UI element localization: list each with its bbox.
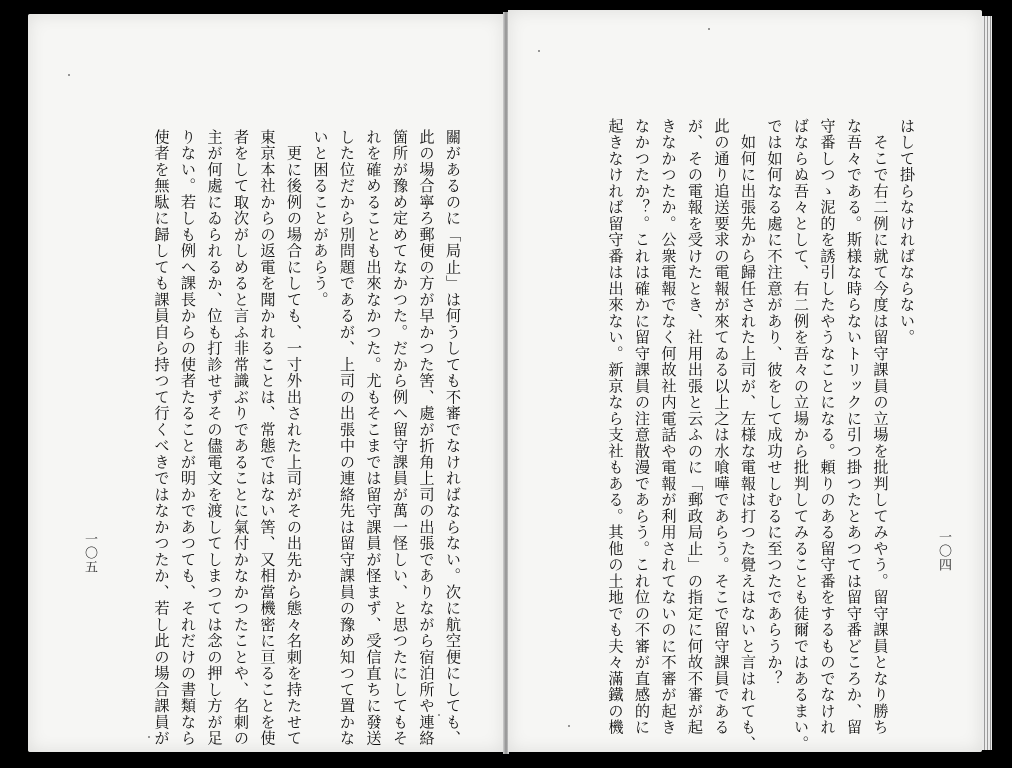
text-column: が、その電報を受けたとき、社用出張と云ふのに「郵政局止」の指定に何故不審が起 xyxy=(686,118,704,736)
text-column: ばならぬ吾々として、右二例を吾々の立場から批判してみることも徒爾ではあるまい。 xyxy=(792,118,810,752)
text-column: りない。若しも例へ課長からの使者たることが明かであつても、それだけの書類なら xyxy=(179,129,197,747)
text-column: 主が何處にゐられるか、位も打診せずその儘電文を渡してしまつては念の押し方が足 xyxy=(205,129,224,747)
text-column: 者をして取次がしめると言ふ非常識ぶりであることに氣付かなかつたことや、名刺の xyxy=(232,129,250,747)
text-column: れを確めることも出來なかつた。尤もそこまでは留守課員が怪まず、受信直ちに發送 xyxy=(364,129,383,747)
text-column: なかつたか？。これは確かに留守課員の注意散漫であらう。これ位の不審が直感的に xyxy=(633,118,651,736)
right-page xyxy=(508,10,982,752)
page-number-left: 一〇五 xyxy=(82,532,97,574)
page-edges xyxy=(982,16,992,750)
left-page-text xyxy=(148,129,466,747)
text-column: 更に後例の場合にしても、一寸外出された上司がその出先から態々名刺を持たせて xyxy=(285,129,303,747)
right-page-text xyxy=(602,118,920,752)
text-column: いと困ることがあらう。 xyxy=(311,129,330,308)
text-column: な吾々である。斯様な時らないトリックに引つ掛つたとあつては留守番どころか、留 xyxy=(845,118,863,736)
text-column: 此の通り追送要求の電報が來てゐる以上之は水喰嘩であらう。そこで留守課員である xyxy=(712,118,731,736)
text-column: 起きなければ留守番は出來ない。新京なら支社もある。其他の土地でも夫々滿鐵の機 xyxy=(606,118,625,736)
text-column: 使者を無駄に歸しても課員自ら持つて行くべきではなかつたか、若し此の場合課員が xyxy=(152,129,171,747)
text-column: きなかつたか。公衆電報でなく何故社内電話や電報が利用されてないのに不審が起き xyxy=(659,118,678,736)
text-column: 如何に出張先から歸任された上司が、左様な電報は打つた覺えはないと言はれても、 xyxy=(739,118,757,752)
left-page xyxy=(28,14,504,752)
text-column: そこで右二例に就て今度は留守課員の立場を批判してみやう。留守課員となり勝ち xyxy=(871,118,890,736)
text-column: はして掛らなければならない。 xyxy=(898,118,916,346)
page-number-right: 一〇四 xyxy=(936,530,951,572)
text-column: では如何なる處に不注意があり、彼をして成功せしむるに至つたであらうか？ xyxy=(765,118,784,687)
text-column: 東京本社からの返電を聞かれることは、常態ではない筈、又相當機密に亘ることを使 xyxy=(258,129,277,747)
text-column: 箇所が豫め定めてなかつた。だから例へ留守課員が萬一怪しい、と思つたにしてもそ xyxy=(391,129,409,747)
text-column: 守番しつゝ泥的を誘引したやうなことになる。頼りのある留守番をするものでなけれ xyxy=(818,118,837,736)
text-column: 此の場合寧ろ郵便の方が早かつた筈、處が折角上司の出張でありながら宿泊所や連絡 xyxy=(417,129,436,747)
text-column: した位だから別問題であるが、上司の出張中の連絡先は留守課員の豫め知つて置かな xyxy=(338,129,356,747)
text-column: 關があるのに「局止」は何うしても不審でなければならない。次に航空便にしても、 xyxy=(444,129,462,747)
